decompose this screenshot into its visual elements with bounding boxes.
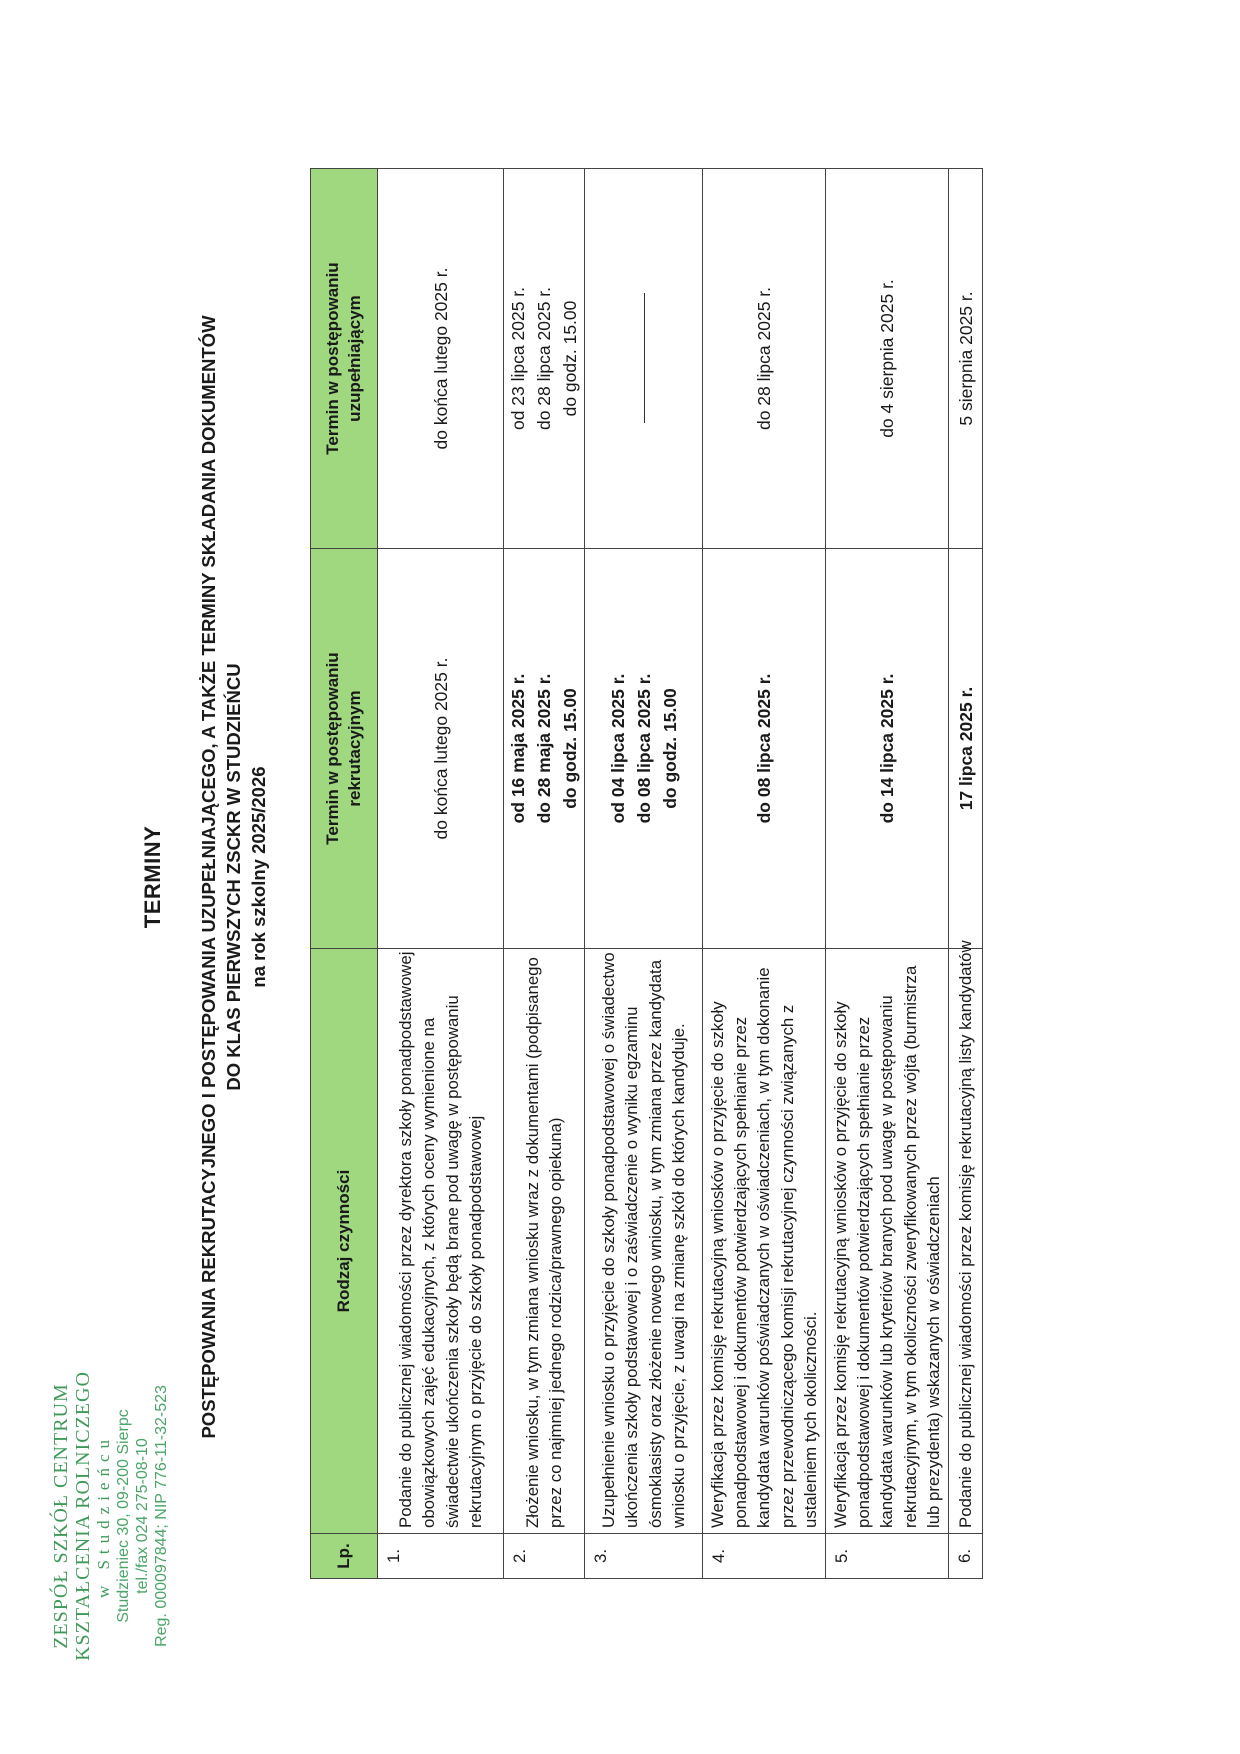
term-supplementary-line: do godz. 15.00 [560,300,580,417]
activity-line: kandydata warunków poświadczanych w oświadczeniach, w tym dokonanie [754,967,774,1528]
row-number: 4. [703,1534,826,1579]
not-applicable-dash [644,294,645,424]
term-main-line: do końca lutego 2025 r. [430,657,451,840]
activity-cell [826,949,949,1534]
activity-line: Podanie do publicznej wiadomości przez dyrektora szkoły ponadpodstawowej [396,951,416,1528]
row-number: 6. [949,1534,983,1579]
activity-line: przez co najmniej jednego rodzica/prawnego opiekuna) [546,1117,565,1528]
activity-line: ustaleniem tych okoliczności. [800,1311,820,1528]
activity-cell [504,949,585,1534]
table-row [504,169,585,1579]
term-supplementary-cell [949,169,983,549]
term-main-cell [585,549,703,949]
term-main-line: od 16 maja 2025 r. [508,673,528,824]
row-number: 3. [585,1534,703,1579]
document-subtitle [196,250,271,1504]
header-term-supplementary [311,169,378,549]
activity-line: ósmoklasisty oraz złożenie nowego wniosku, w tym zmiana przez kandydata [645,959,665,1528]
header-lp: Lp. [311,1534,378,1579]
activity-line: świadectwie ukończenia szkoły będą brane pod uwagę w postępowaniu [442,995,462,1528]
activity-cell [378,949,504,1534]
table-row [703,169,826,1579]
activity-line: kandydata warunków lub kryteriów branych pod uwagę w postępowaniu [877,995,897,1528]
term-main-line: do godz. 15.00 [560,688,580,809]
table-row [949,169,983,1579]
stamp-line-1: ZESPÓŁ SZKÓŁ CENTRUM [50,1383,72,1649]
term-main-line: do 28 maja 2025 r. [534,673,554,824]
activity-line: rekrutacyjnym, w tym okoliczności zweryfikowanych przez wójta (burmistrza [900,965,920,1528]
term-supplementary-line: od 23 lipca 2025 r. [508,286,528,431]
activity-line: Weryfikacja przez komisję rekrutacyjną wniosków o przyjęcie do szkoły [831,1001,851,1528]
table-row [378,169,504,1579]
activity-cell [949,940,983,1534]
term-supplementary-cell [703,169,826,549]
row-number: 1. [378,1534,504,1579]
term-main-cell [504,549,585,949]
stamp-registration: Reg. 000097844; NIP 776-11-32-523 [153,1385,170,1647]
activity-cell [703,949,826,1534]
activity-line: rekrutacyjnym o przyjęcie do szkoły ponadpodstawowej [465,1115,485,1528]
term-supplementary-cell [504,169,585,549]
term-main-line: do godz. 15.00 [659,688,680,809]
term-supplementary-line: 5 sierpnia 2025 r. [955,291,976,426]
activity-line: obowiązkowych zajęć edukacyjnych, z których oceny wymienione na [419,1017,439,1528]
term-main-line: do 14 lipca 2025 r. [877,673,898,824]
document-title: TERMINY [140,825,165,929]
row-number: 2. [504,1534,585,1579]
activity-line: ponadpodstawowej i dokumentów potwierdzających spełnianie przez [854,1016,874,1528]
subtitle-line-2: DO KLAS PIERWSZYCH ZSCKR W STUDZIEŃCU [223,663,244,1091]
terms-table [310,168,983,1579]
activity-line: ponadpodstawowej i dokumentów potwierdzających spełnianie przez [731,1016,751,1528]
term-supplementary-cell [826,169,949,549]
subtitle-line-3: na rok szkolny 2025/2026 [248,766,269,988]
row-number: 5. [826,1534,949,1579]
activity-line: Podanie do publicznej wiadomości przez komisję rekrutacyjną listy kandydatów [955,940,975,1528]
activity-line: Uzupełnienie wniosku o przyjęcie do szkoły ponadpodstawowej o świadectwo [599,952,619,1528]
term-main-line: od 04 lipca 2025 r. [607,673,628,824]
subtitle-line-1: POSTĘPOWANIA REKRUTACYJNEGO I POSTĘPOWANIA UZUPEŁNIAJĄCEGO, A TAKŻE TERMINY SKŁADANIA DOKUMENTÓW [198,315,219,1439]
stamp-phone: tel./fax 024 275-08-10 [134,1438,151,1594]
term-main-cell [949,549,983,949]
header-term-main [311,549,378,949]
term-main-line: 17 lipca 2025 r. [955,686,976,811]
term-supplementary-line: do 28 lipca 2025 r. [534,286,554,431]
activity-line: lub prezydenta) wskazanych w oświadczeniach [923,1176,943,1528]
term-supplementary-cell [585,169,703,549]
table-row [585,169,703,1579]
stamp-line-3: w Studzieńcu [94,1433,113,1599]
activity-line: wniosku o przyjęcie, z uwagi na zmianę szkół do których kandyduje. [668,1023,688,1528]
table-body [378,169,983,1579]
term-main-line: do 08 lipca 2025 r. [754,673,774,824]
activity-line: Złożenie wniosku, w tym zmiana wniosku wraz z dokumentami (podpisanego [522,957,542,1528]
term-main-line: do 08 lipca 2025 r. [633,673,654,824]
activity-cell [585,949,703,1534]
activity-line: przez przewodniczącego komisji rekrutacyjnej czynności związanych z [777,1004,797,1528]
header-term-main-line2: rekrutacyjnym [345,690,364,807]
term-main-cell [378,549,504,949]
term-main-cell [703,549,826,949]
stamp-address: Studzieniec 30, 09-200 Sierpc [115,1409,132,1623]
header-activity: Rodzaj czynności [311,949,378,1534]
term-supplementary-cell [378,169,504,549]
activity-line: ukończenia szkoły podstawowej i o zaświadczenie o wyniku egzaminu [622,1006,642,1528]
table-row [826,169,949,1579]
term-supplementary-line: do 28 lipca 2025 r. [754,286,774,431]
term-supplementary-line: do 4 sierpnia 2025 r. [877,279,898,438]
table-header-row [311,169,378,1579]
header-term-supp-line2: uzupełniającym [345,295,364,422]
term-main-cell [826,549,949,949]
activity-line: Weryfikacja przez komisję rekrutacyjną wniosków o przyjęcie do szkoły [708,1001,727,1528]
stamp-line-2: KSZTAŁCENIA ROLNICZEGO [72,1371,94,1661]
header-term-supp-line1: Termin w postępowaniu [323,262,342,455]
header-term-main-line1: Termin w postępowaniu [323,652,342,845]
term-supplementary-line: do końca lutego 2025 r. [430,267,451,450]
